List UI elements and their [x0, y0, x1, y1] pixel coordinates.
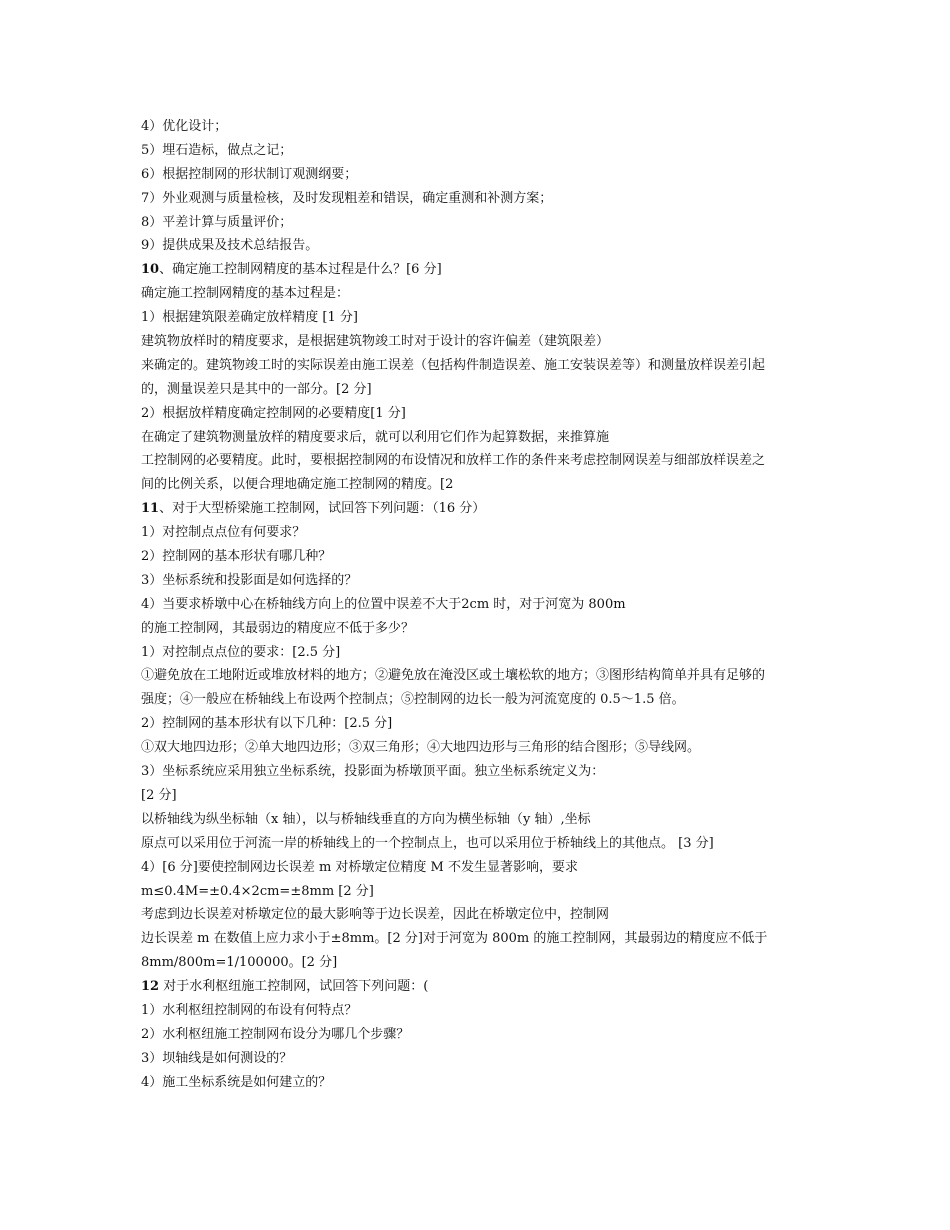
text-line: 原点可以采用位于河流一岸的桥轴线上的一个控制点上，也可以采用位于桥轴线上的其他点。 [3 分]: [141, 835, 714, 851]
text-line: 8）平差计算与质量评价；: [141, 214, 293, 230]
text-line: 7）外业观测与质量检核，及时发现粗差和错误，确定重测和补测方案；: [141, 190, 553, 206]
text-line: 来确定的。建筑物竣工时的实际误差由施工误差（包括构件制造误差、施工安装误差等）和测量放样误差引起: [141, 357, 766, 373]
text-line: [2 分]: [141, 787, 177, 803]
text-line: 2）控制网的基本形状有以下几种：[2.5 分]: [141, 716, 393, 732]
question-heading: 12 对于水利枢纽施工控制网，试回答下列问题：(: [141, 979, 429, 995]
text-line: m≤0.4M=±0.4×2cm=±8mm [2 分]: [141, 883, 374, 899]
text-line: 9）提供成果及技术总结报告。: [141, 238, 319, 254]
text-line: 2）控制网的基本形状有哪几种？: [141, 549, 332, 565]
text-line: 2）水利枢纽施工控制网布设分为哪几个步骤？: [141, 1026, 410, 1042]
text-line: 工控制网的必要精度。此时，要根据控制网的布设情况和放样工作的条件来考虑控制网误差与细部放样误差之: [141, 453, 766, 469]
text-line: 8mm/800m=1/100000。[2 分]: [141, 955, 338, 971]
text-line: 考虑到边长误差对桥墩定位的最大影响等于边长误差，因此在桥墩定位中，控制网: [141, 907, 610, 923]
text-line: 5）埋石造标，做点之记；: [141, 142, 293, 158]
text-line: ①双大地四边形；②单大地四边形；③双三角形；④大地四边形与三角形的结合图形；⑤导线网。: [141, 740, 701, 756]
text-line: 边长误差 m 在数值上应力求小于±8mm。[2 分]对于河宽为 800m 的施工控制网，其最弱边的精度应不低于: [141, 931, 768, 947]
question-heading: 11、对于大型桥梁施工控制网，试回答下列问题：（16 分）: [141, 501, 486, 517]
text-line: 3）坝轴线是如何测设的？: [141, 1050, 293, 1066]
question-heading: 10、确定施工控制网精度的基本过程是什么？[6 分]: [141, 262, 442, 278]
document-body: [141, 115, 821, 1095]
text-line: 的，测量误差只是其中的一部分。[2 分]: [141, 381, 372, 397]
text-line: 2）根据放样精度确定控制网的必要精度[1 分]: [141, 405, 406, 421]
text-line: 1）水利枢纽控制网的布设有何特点？: [141, 1002, 358, 1018]
text-line: 4）优化设计；: [141, 119, 228, 134]
text-line: 的施工控制网，其最弱边的精度应不低于多少？: [141, 620, 415, 636]
text-line: 以桥轴线为纵坐标轴（x 轴），以与桥轴线垂直的方向为横坐标轴（y 轴）,坐标: [141, 811, 591, 827]
text-line: 6）根据控制网的形状制订观测纲要；: [141, 166, 358, 182]
text-line: ①避免放在工地附近或堆放材料的地方；②避免放在淹没区或土壤松软的地方；③图形结构简单并具有足够的: [141, 668, 766, 684]
text-line: 1）对控制点点位的要求：[2.5 分]: [141, 644, 341, 660]
text-line: 确定施工控制网精度的基本过程是：: [141, 286, 350, 302]
text-line: 4）[6 分]要使控制网边长误差 m 对桥墩定位精度 M 不发生显著影响，要求: [141, 859, 578, 875]
text-line: 1）对控制点点位有何要求？: [141, 525, 306, 541]
text-line: 建筑物放样时的精度要求，是根据建筑物竣工时对于设计的容许偏差（建筑限差）: [141, 334, 610, 350]
text-line: 4）施工坐标系统是如何建立的？: [141, 1074, 332, 1090]
text-line: 4）当要求桥墩中心在桥轴线方向上的位置中误差不大于2cm 时，对于河宽为 800m: [141, 596, 626, 612]
text-line: 3）坐标系统应采用独立坐标系统，投影面为桥墩顶平面。独立坐标系统定义为：: [141, 764, 605, 780]
text-line: 间的比例关系，以便合理地确定施工控制网的精度。[2: [141, 477, 454, 493]
text-line: 强度；④一般应在桥轴线上布设两个控制点；⑤控制网的边长一般为河流宽度的 0.5～1.5 倍。: [141, 692, 685, 708]
text-line: 在确定了建筑物测量放样的精度要求后，就可以利用它们作为起算数据，来推算施: [141, 429, 610, 445]
text-line: 3）坐标系统和投影面是如何选择的？: [141, 572, 358, 588]
text-line: 1）根据建筑限差确定放样精度 [1 分]: [141, 310, 358, 326]
